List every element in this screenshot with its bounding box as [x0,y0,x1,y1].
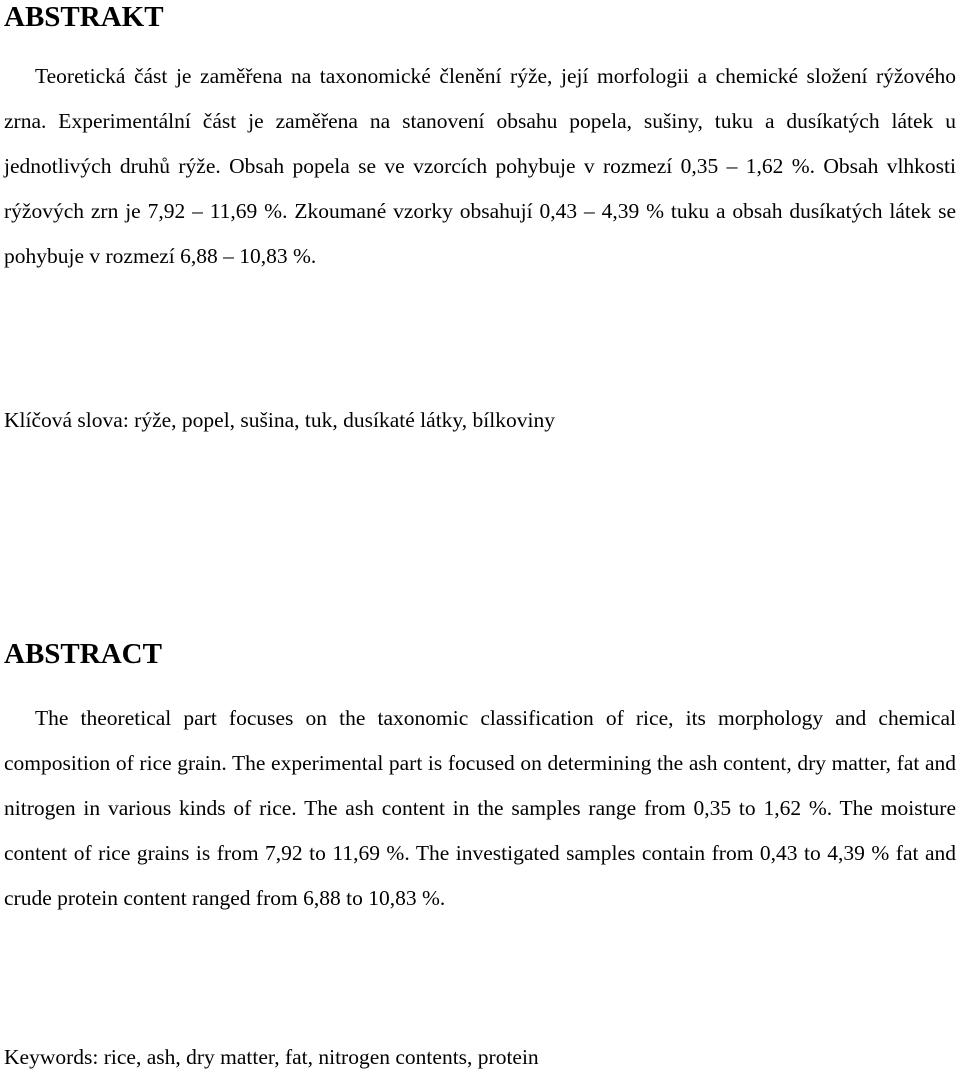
czech-keywords: Klíčová slova: rýže, popel, sušina, tuk, dusíkaté látky, bílkoviny [4,408,555,432]
english-abstract-heading: ABSTRACT [4,638,162,670]
czech-abstract-heading: ABSTRAKT [4,1,164,33]
english-keywords: Keywords: rice, ash, dry matter, fat, nitrogen contents, protein [4,1045,539,1069]
czech-abstract-body: Teoretická část je zaměřena na taxonomické členění rýže, její morfologii a chemické složení rýžového zrna. Experimentální část je zaměřena na stanovení obsahu popela, sušiny, tuku a dusíkatých látek u jednotlivých druhů rýže. Obsah popela se ve vzorcích pohybuje v rozmezí 0,35 – 1,62 %. Obsah vlhkosti rýžových zrn je 7,92 – 11,69 %. Zkoumané vzorky obsahují 0,43 – 4,39 % tuku a obsah dusíkatých látek se pohybuje v rozmezí 6,88 – 10,83 %. [4,64,956,268]
english-abstract-body: The theoretical part focuses on the taxonomic classification of rice, its morphology and chemical composition of rice grain. The experimental part is focused on determining the ash content, dry matter, fat and nitrogen in various kinds of rice. The ash content in the samples range from 0,35 to 1,62 %. The moisture content of rice grains is from 7,92 to 11,69 %. The investigated samples contain from 0,43 to 4,39 % fat and crude protein content ranged from 6,88 to 10,83 %. [4,706,956,910]
